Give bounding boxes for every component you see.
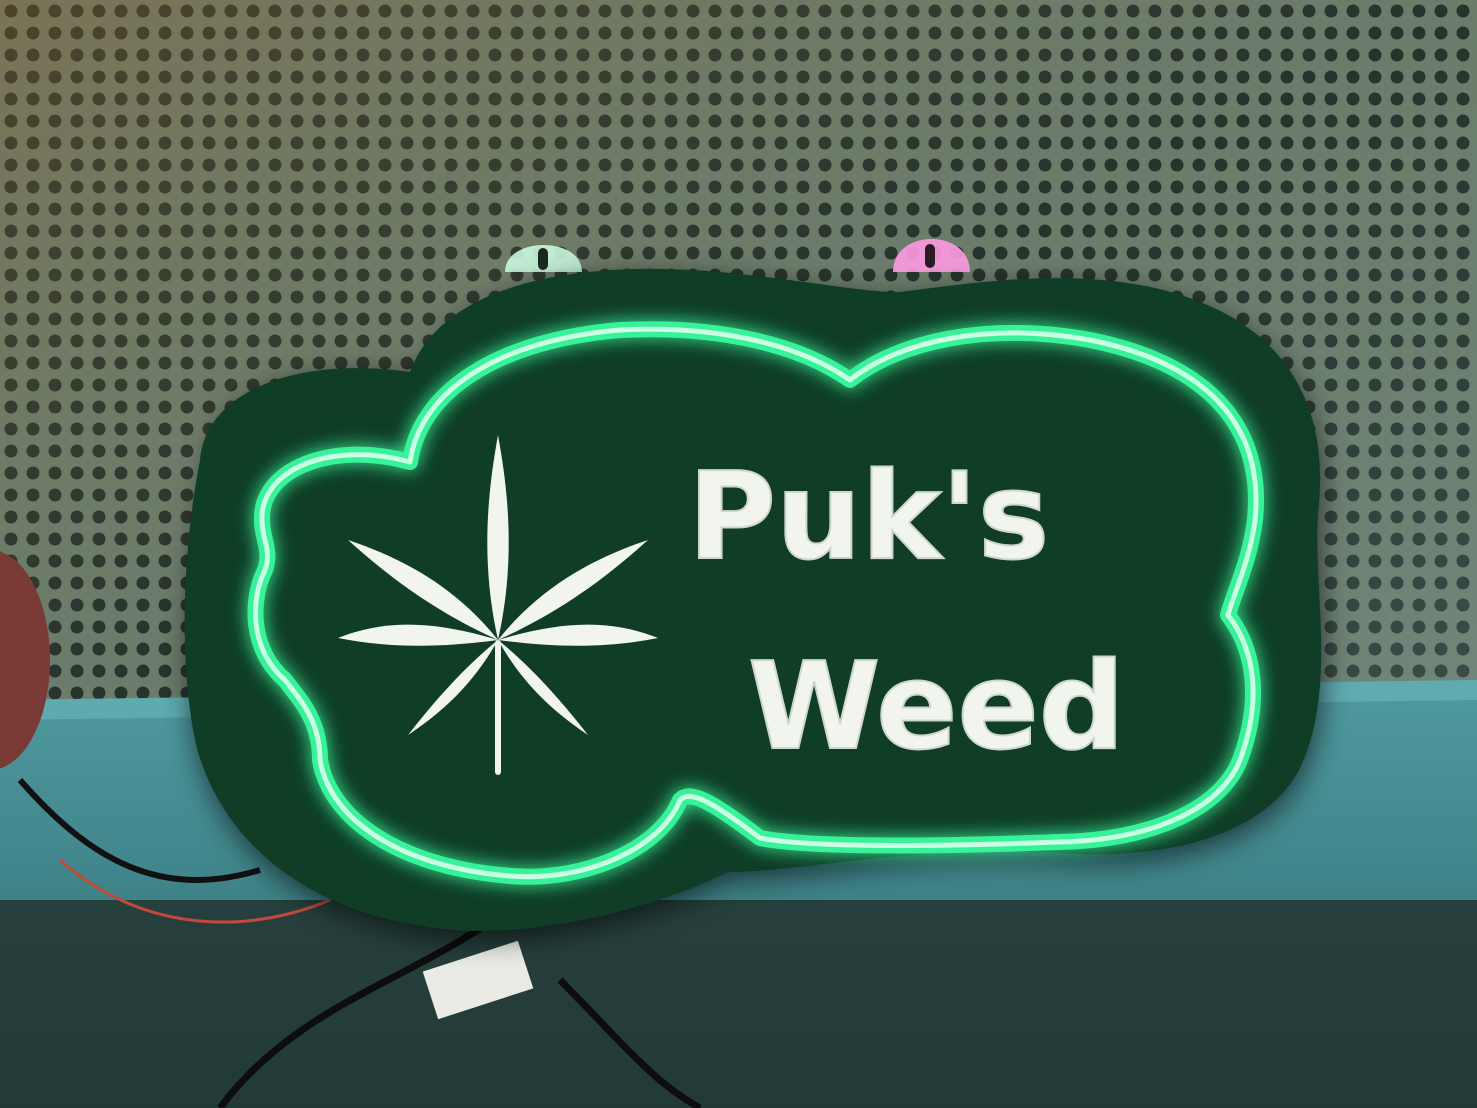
sign-line-2: Weed [748,638,1125,777]
dark-floor-area [0,900,1477,1108]
sign-line-1: Puk's [688,448,1050,587]
